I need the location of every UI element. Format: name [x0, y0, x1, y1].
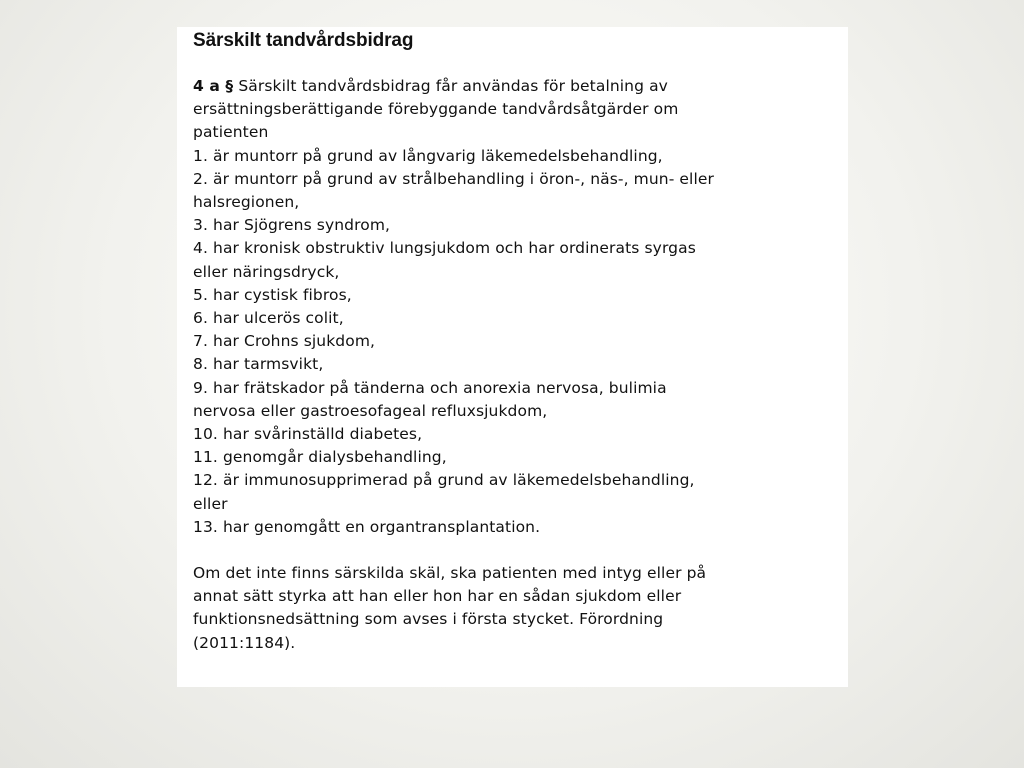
list-line: 7. har Crohns sjukdom,: [193, 332, 376, 351]
list-line: 9. har frätskador på tänderna och anorexia nervosa, bulimia: [193, 378, 667, 397]
list-line: 1. är muntorr på grund av långvarig läkemedelsbehandling,: [193, 146, 663, 165]
document-body: [193, 75, 848, 655]
list-line: 8. har tarmsvikt,: [193, 355, 324, 374]
list-line: 4. har kronisk obstruktiv lungsjukdom och har ordinerats syrgas: [193, 239, 696, 258]
list-line: 5. har cystisk fibros,: [193, 285, 352, 304]
list-line: 12. är immunosupprimerad på grund av läkemedelsbehandling,: [193, 471, 695, 490]
intro-line-3: patienten: [193, 123, 269, 142]
intro-text: Särskilt tandvårdsbidrag får användas för betalning av: [233, 77, 668, 95]
intro-line-1: [193, 75, 848, 98]
list-line: eller näringsdryck,: [193, 262, 340, 281]
list-line: 2. är muntorr på grund av strålbehandling i öron-, näs-, mun- eller: [193, 169, 714, 188]
list-line: nervosa eller gastroesofageal refluxsjukdom,: [193, 401, 548, 420]
document-heading: Särskilt tandvårdsbidrag: [193, 30, 414, 51]
list-line: eller: [193, 494, 228, 513]
list-line: halsregionen,: [193, 193, 300, 212]
closing-line: annat sätt styrka att han eller hon har en sådan sjukdom eller: [193, 587, 682, 606]
list-line: 13. har genomgått en organtransplantation.: [193, 517, 541, 536]
paragraph-gap: [193, 539, 848, 562]
intro-line-2: ersättningsberättigande förebyggande tandvårdsåtgärder om: [193, 100, 679, 119]
list-line: 10. har svårinställd diabetes,: [193, 425, 423, 444]
closing-line: (2011:1184).: [193, 633, 296, 652]
list-line: 6. har ulcerös colit,: [193, 309, 344, 328]
closing-line: funktionsnedsättning som avses i första stycket. Förordning: [193, 610, 664, 629]
section-mark: 4 a §: [193, 77, 234, 95]
document-panel: [177, 27, 848, 687]
closing-line: Om det inte finns särskilda skäl, ska patienten med intyg eller på: [193, 564, 707, 583]
list-line: 11. genomgår dialysbehandling,: [193, 448, 447, 467]
list-line: 3. har Sjögrens syndrom,: [193, 216, 391, 235]
